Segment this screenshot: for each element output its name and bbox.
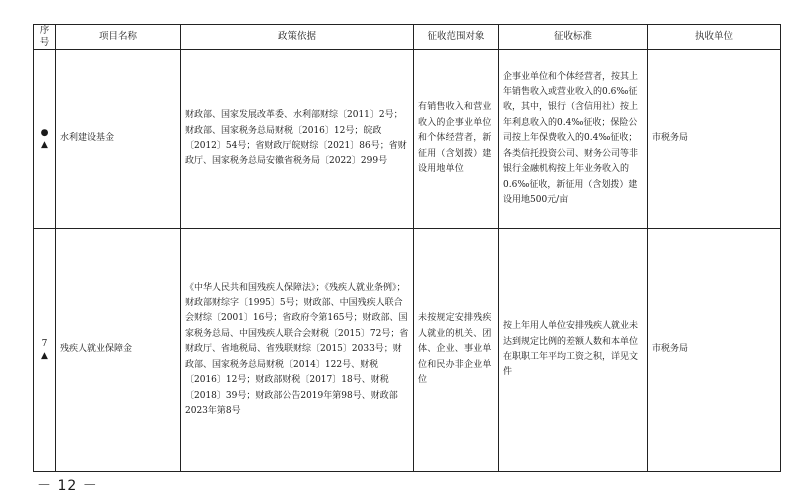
- row-basis-cell: 财政部、国家发展改革委、水利部财综〔2011〕2号；财政部、国家税务总局财税〔2016〕12号；皖政〔2012〕54号；省财政厅皖财综〔2021〕86号；省财政厅、国家税务总局安徽省税务局〔2022〕299号: [181, 50, 414, 229]
- header-standard: 征收标准: [499, 25, 648, 50]
- row-name-cell: 水利建设基金: [56, 50, 181, 229]
- row-seq-cell: [34, 229, 56, 472]
- row-unit-cell: 市税务局: [648, 50, 781, 229]
- row-standard-cell: 按上年用人单位安排残疾人就业未达到规定比例的差额人数和本单位在职职工年平均工资之积，详见文件: [499, 229, 648, 472]
- table-row: [34, 229, 781, 472]
- header-basis: 政策依据: [181, 25, 414, 50]
- row-standard-cell: 企事业单位和个体经营者，按其上年销售收入或营业收入的0.6‰征收，其中，银行（含信用社）按上年利息收入的0.4‰征收；保险公司按上年保费收入的0.4‰征收；各类信托投资公司、财务公司等非银行金融机构按上年业务收入的0.6‰征收，新征用（含划拨）建设用地500元/亩: [499, 50, 648, 229]
- row-name-cell: 残疾人就业保障金: [56, 229, 181, 472]
- row-scope-cell: 有销售收入和营业收入的企事业单位和个体经营者，新征用（含划拨）建设用地单位: [414, 50, 499, 229]
- header-scope: 征收范围对象: [414, 25, 499, 50]
- table-header-row: [34, 25, 781, 50]
- header-name: 项目名称: [56, 25, 181, 50]
- row-basis-cell: 《中华人民共和国残疾人保障法》；《残疾人就业条例》；财政部财综字〔1995〕5号；财政部、中国残疾人联合会财综〔2001〕16号；省政府令第165号；财政部、国家税务总局、中国残疾人联合会财税〔2015〕72号；省财政厅、省地税局、省残联财综〔2015〕2033号；财政部、国家税务总局财税〔2014〕122号、财税〔2016〕12号；财政部财税〔2017〕18号、财税〔2018〕39号；财政部公告2019年第98号、财政部2023年第8号: [181, 229, 414, 472]
- dot-marker-icon: ●: [40, 128, 49, 138]
- header-unit: 执收单位: [648, 25, 781, 50]
- row-seq-cell: [34, 50, 56, 229]
- fee-table: [33, 24, 781, 472]
- triangle-marker-icon: ▲: [41, 140, 48, 150]
- page-number: － 12 －: [37, 478, 98, 494]
- header-seq: 序号: [34, 25, 56, 50]
- row-unit-cell: 市税务局: [648, 229, 781, 472]
- row-seq-number: 7: [41, 339, 48, 349]
- table-row: [34, 50, 781, 229]
- triangle-marker-icon: ▲: [41, 351, 48, 361]
- row-scope-cell: 未按规定安排残疾人就业的机关、团体、企业、事业单位和民办非企业单位: [414, 229, 499, 472]
